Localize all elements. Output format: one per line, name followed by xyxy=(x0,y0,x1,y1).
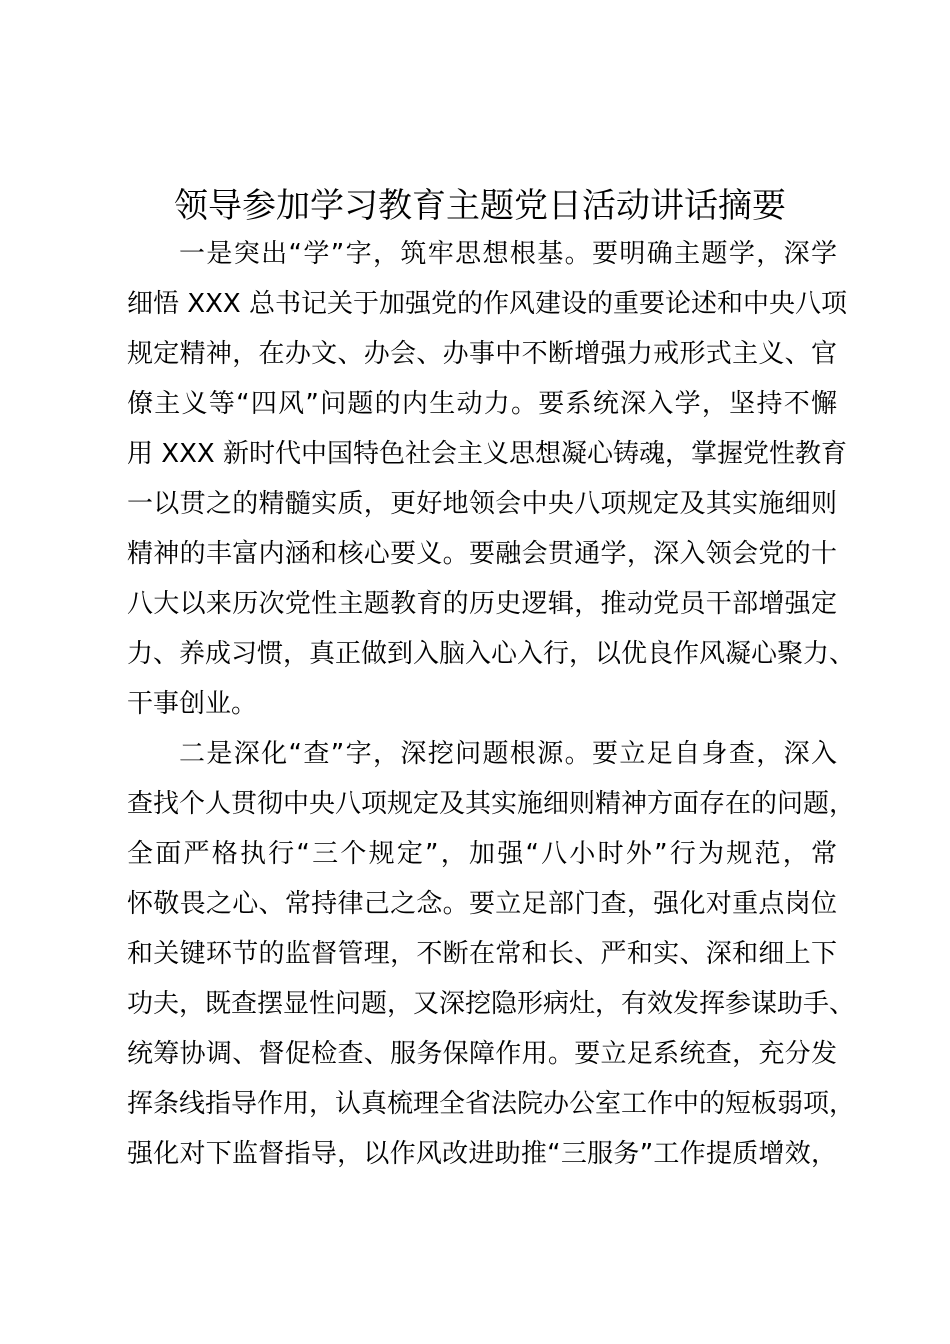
paragraph-line: 规定精神，在办文、办会、办事中不断增强力戒形式主义、官 xyxy=(127,339,837,369)
paragraph-line: 细悟 XXX 总书记关于加强党的作风建设的重要论述和中央八项 xyxy=(127,289,847,319)
paragraph-line: 二是深化“查”字，深挖问题根源。要立足自身查，深入 xyxy=(179,739,837,769)
paragraph-line: 统筹协调、督促检查、服务保障作用。要立足系统查，充分发 xyxy=(127,1039,837,1069)
paragraph-line: 和关键环节的监督管理，不断在常和长、严和实、深和细上下 xyxy=(127,939,837,969)
paragraph-line: 精神的丰富内涵和核心要义。要融会贯通学，深入领会党的十 xyxy=(127,539,837,569)
paragraph-line: 功夫，既查摆显性问题，又深挖隐形病灶，有效发挥参谋助手、 xyxy=(127,989,856,1019)
paragraph-line: 力、养成习惯，真正做到入脑入心入行，以优良作风凝心聚力、 xyxy=(127,639,856,669)
document-body xyxy=(127,229,856,1179)
paragraph-line: 强化对下监督指导，以作风改进助推“三服务”工作提质增效， xyxy=(127,1139,837,1169)
paragraph-line: 一是突出“学”字，筑牢思想根基。要明确主题学，深学 xyxy=(179,239,837,269)
paragraph-line: 查找个人贯彻中央八项规定及其实施细则精神方面存在的问题， xyxy=(127,789,856,819)
paragraph-line: 僚主义等“四风”问题的内生动力。要系统深入学，坚持不懈 xyxy=(127,389,837,419)
paragraph-1 xyxy=(127,229,856,729)
paragraph-line: 一以贯之的精髓实质，更好地领会中央八项规定及其实施细则 xyxy=(127,489,837,519)
paragraph-line: 挥条线指导作用，认真梳理全省法院办公室工作中的短板弱项， xyxy=(127,1089,856,1119)
paragraph-line: 怀敬畏之心、常持律己之念。要立足部门查，强化对重点岗位 xyxy=(127,889,837,919)
paragraph-line: 全面严格执行“三个规定”，加强“八小时外”行为规范，常 xyxy=(127,839,837,869)
paragraph-line: 干事创业。 xyxy=(127,689,258,719)
paragraph-2 xyxy=(127,729,856,1179)
paragraph-line: 八大以来历次党性主题教育的历史逻辑，推动党员干部增强定 xyxy=(127,589,837,619)
document-title: 领导参加学习教育主题党日活动讲话摘要 xyxy=(174,186,786,226)
paragraph-line: 用 XXX 新时代中国特色社会主义思想凝心铸魂，掌握党性教育 xyxy=(127,439,847,469)
